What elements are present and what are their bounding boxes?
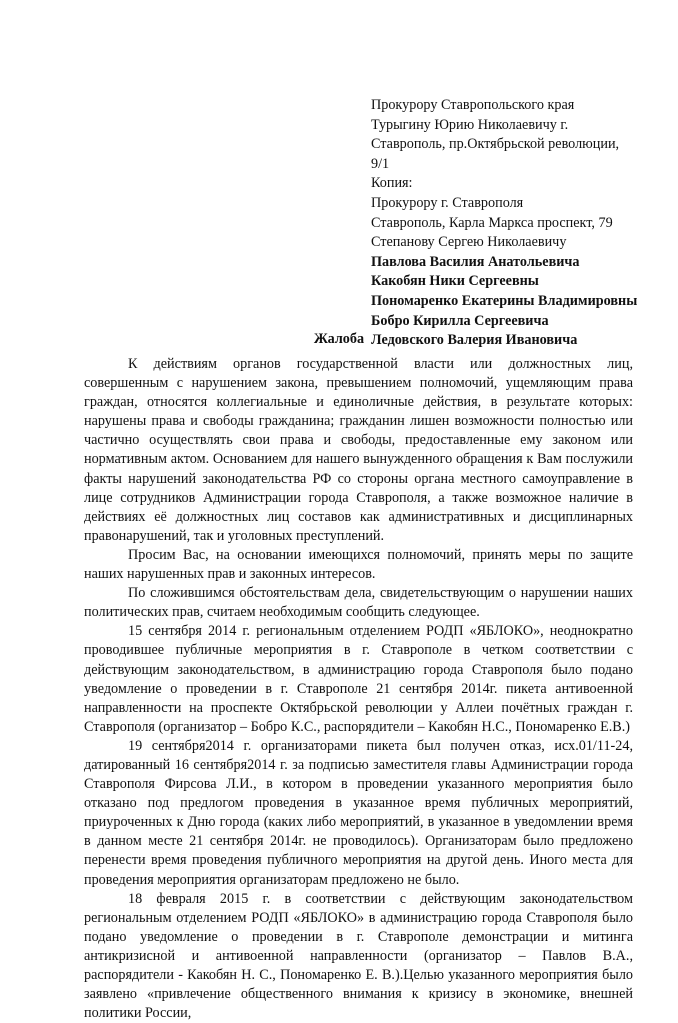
- body-paragraph: По сложившимся обстоятельствам дела, свидетельствующим о нарушении наших политических прав, считаем необходимым сообщить следующее.: [84, 585, 633, 621]
- body-paragraph: К действиям органов государственной власти или должностных лиц, совершенным с нарушением закона, превышением полномочий, ущемляющим права граждан, относятся коллегиальные и единоличные действия, в результате которых: нарушены права и свободы гражданина; гражданин лишен возможности полностью или частично осуществлять свои права и свободы, предоставленные ему законом или нормативным актом. Основанием для нашего вынужденного обращения к Вам послужили факты нарушений законодательства РФ со стороны органа местного самоуправление в лице сотрудников Администрации города Ставрополя, а также возможное наличие в действиях её должностных лиц составов как административных и дисциплинарных правонарушений, так и уголовных преступлений.: [84, 356, 633, 544]
- sender-name: Пономаренко Екатерины Владимировны: [371, 292, 638, 309]
- addressee-block: [371, 96, 671, 351]
- sender-name: Бобро Кирилла Сергеевича: [371, 312, 549, 329]
- document-body: [84, 355, 633, 1023]
- body-paragraph: 18 февраля 2015 г. в соответствии с действующим законодательством региональным отделением РОДП «ЯБЛОКО» в администрацию города Ставрополя было подано уведомление о проведении в г. Ставрополе демонстрации и митинга антикризисной и антивоенной направленности (организатор – Павлов В.А., распорядители - Какобян Н. С., Пономаренко Е. В.).Целью указанного мероприятия было заявлено «привлечение общественного внимания к кризису в экономике, внешней политики России,: [84, 890, 633, 1022]
- sender-name: Какобян Ники Сергеевны: [371, 273, 539, 290]
- addressee-line: Прокурору Ставропольского края: [371, 97, 575, 113]
- sender-name: Ледовского Валерия Ивановича: [371, 332, 578, 349]
- body-paragraph: 19 сентября2014 г. организаторами пикета был получен отказ, исх.01/11-24, датированный 16 сентября2014 г. за подписью заместителя главы Администрации города Ставрополя Фирсова Л.И., в котором в проведении указанного мероприятия было отказано под предлогом проведения в указанное время публичных мероприятий, приуроченных к Дню города (каких либо мероприятий, в указанное в уведомлении время в данном месте 21 сентября 2014г. не проводилось). Организаторам было предложено перенести время проведения публичного мероприятия на другой день. Иного места для проведения мероприятия организаторам предложено не было.: [84, 737, 633, 888]
- addressee-line: Турыгину Юрию Николаевичу г.: [371, 116, 569, 133]
- sender-name: Павлова Василия Анатольевича: [371, 253, 580, 270]
- document-title: Жалоба: [313, 331, 365, 347]
- addressee-line: 9/1: [371, 155, 390, 172]
- body-paragraph: 15 сентября 2014 г. региональным отделением РОДП «ЯБЛОКО», неоднократно проводившее публичные мероприятия в г. Ставрополе в четком соответствии с действующим законодательством, в администрацию города Ставрополя было подано уведомление о проведении в г. Ставрополе 21 сентября 2014г. пикета антивоенной направленности на проспекте Октябрьской революции у Аллеи почётных граждан г. Ставрополя (организатор – Бобро К.С., распорядители – Какобян Н.С., Пономаренко Е.В.): [84, 623, 633, 735]
- addressee-line: Ставрополь, пр.Октябрьской революции,: [371, 136, 620, 153]
- addressee-line: Прокурору г. Ставрополя: [371, 194, 524, 211]
- copy-label: Копия:: [371, 175, 413, 192]
- addressee-line: Степанову Сергею Николаевичу: [371, 234, 567, 251]
- body-paragraph: Просим Вас, на основании имеющихся полномочий, принять меры по защите наших нарушенных прав и законных интересов.: [84, 546, 633, 583]
- addressee-line: Ставрополь, Карла Маркса проспект, 79: [371, 214, 613, 231]
